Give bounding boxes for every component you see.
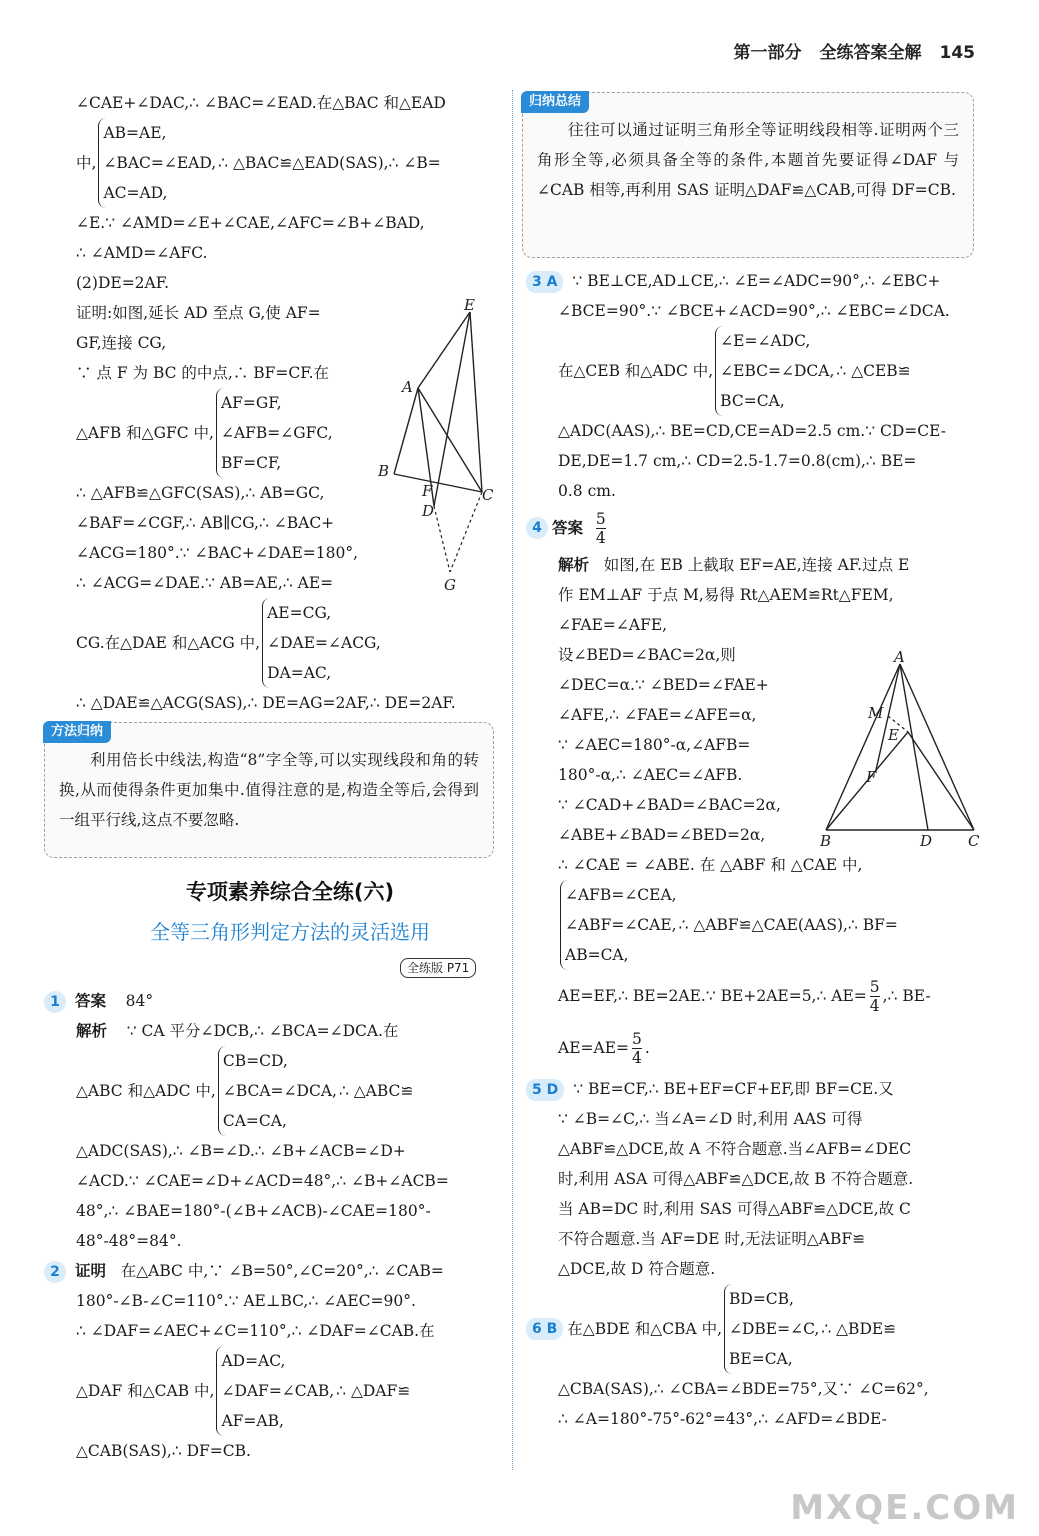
text-line: ∴ ∠ACG=∠DAE.∵ AB=AE,∴ AE= [76,574,334,592]
summary-box [522,92,974,258]
condition-brace [216,388,333,478]
text-line: 不符合题意.当 AF=DE 时,无法证明△ABF≌ [558,1230,866,1248]
denominator: 4 [869,996,880,1015]
condition: CA=CA, [222,1112,287,1130]
text-line: △CAB(SAS),∴ DF=CB. [76,1442,251,1460]
box-text: 利用倍长中线法,构造“8”字全等,可以实现线段和角的转换,从而使得条件更加集中.值得注意的是,构造全等后,会得到一组平行线,这点不要忽略. [59,751,479,829]
text-line: △ADC(SAS),∴ ∠B=∠D.∴ ∠B+∠ACB=∠D+ [76,1142,406,1160]
text-fragment: ∵ BE⊥CE,AD⊥CE,∴ ∠E=∠ADC=90°,∴ ∠EBC+ [572,272,941,290]
box-tag: 方法归纳 [43,721,111,743]
text-line: ∵ ∠B=∠C,∴ 当∠A=∠D 时,利用 AAS 可得 [558,1110,863,1128]
text-line: ∠FAE=∠AFE, [558,616,668,634]
condition: CB=CD, [222,1052,288,1070]
text-line: ∴ ∠CAE = ∠ABE. 在 △ABF 和 △CAE 中, [558,856,863,874]
reference-badge: 全练版 P71 [400,958,476,978]
question-tag: 5 D [526,1079,564,1101]
text-line: 0.8 cm. [558,482,616,500]
condition: DA=AC, [267,664,332,682]
congruence-block [76,598,496,688]
text-fragment: ∵ BE=CF,∴ BE+EF=CF+EF,即 BF=CE.又 [573,1080,894,1098]
question-tag: 3 A [526,271,563,293]
label-e: E [464,296,475,314]
text-line: ∵ ∠CAD+∠BAD=∠BAC=2α, [558,796,781,814]
text-line: ∠AFE,∴ ∠FAE=∠AFE=α, [558,706,757,724]
text-line: DE,DE=1.7 cm,∴ CD=2.5-1.7=0.8(cm),∴ BE= [558,452,917,470]
segment-ea [418,312,470,388]
question-6-block [526,1284,978,1374]
denominator: 4 [632,1048,642,1067]
method-summary-box [44,722,494,858]
section-title: 专项素养综合全练(六) [185,880,395,904]
text-line: ∠ABE+∠BAD=∠BED=2α, [558,826,766,844]
text-line: ∴ ∠A=180°-75°-62°=43°,∴ ∠AFD=∠BDE- [558,1410,887,1428]
text-line: ∵ ∠AEC=180°-α,∠AFB= [558,736,751,754]
geometry-figure-1 [370,296,510,596]
text-fragment: 在△BDE 和△CBA 中, [567,1320,722,1338]
congruence-block [76,118,496,208]
fraction [870,978,880,1015]
text-line: ∴ △DAE≌△ACG(SAS),∴ DE=AG=2AF,∴ DE=2AF. [76,694,456,712]
question-tag: 6 B [526,1318,563,1340]
congruence-block [44,1046,496,1136]
condition-brace [218,1046,337,1136]
text-line [526,550,978,580]
text-line: 180°-α,∴ ∠AEC=∠AFB. [558,766,743,784]
segment-ac [900,664,974,830]
text-fragment: △AFB 和△GFC 中, [76,424,214,442]
page-number: 145 [939,43,975,63]
text-fragment: 中, [76,154,97,172]
label-f: F [866,768,877,786]
left-questions [44,986,496,1466]
page-header [734,38,976,63]
label-a: A [402,378,413,396]
condition: BD=CB, [729,1290,794,1308]
answer-fraction [596,510,606,547]
segment-ad [900,664,928,830]
condition: ∠DAF=∠CAB, [221,1382,335,1400]
text-fragment: ∴ △ABF≌△CAE(AAS),∴ BF= [678,916,898,934]
segment-ec [908,732,974,830]
numerator: 5 [869,977,880,996]
text-line: △ABF≌△DCE,故 A 不符合题意.当∠AFB=∠DEC [558,1140,912,1158]
text-fragment: ∵ CA 平分∠DCB,∴ ∠BCA=∠DCA.在 [126,1022,399,1040]
text-fragment: △ABC 和△ADC 中, [76,1082,216,1100]
condition: AC=AD, [103,184,168,202]
label-c: C [482,486,494,504]
text-line: △DCE,故 D 符合题意. [558,1260,716,1278]
text-line: ∠E.∵ ∠AMD=∠E+∠CAE,∠AFC=∠B+∠BAD, [76,214,425,232]
numerator: 5 [595,509,606,528]
text-line: 180°-∠B-∠C=110°.∵ AE⊥BC,∴ ∠AEC=90°. [76,1292,416,1310]
condition: AE=CG, [267,604,332,622]
text-fragment: ,∴ BE- [882,987,931,1005]
segment-ac [418,388,482,492]
watermark: MXQE.COM [790,1488,1019,1528]
proof-label: 证明 [74,1262,106,1280]
answer-label: 答案 [552,519,584,537]
congruence-block [526,880,978,970]
text-line: 当 AB=DC 时,利用 SAS 可得△ABF≌△DCE,故 C [558,1200,911,1218]
condition: ∠EBC=∠DCA, [720,362,835,380]
question-5-line [526,1074,978,1104]
text-line [526,970,978,1022]
condition-brace [262,598,381,688]
answer-label: 答案 [74,992,106,1010]
box-text: 往往可以通过证明三角形全等证明线段相等.证明两个三角形全等,必须具备全等的条件,本题首先要证得∠DAF 与∠CAB 相等,再利用 SAS 证明△DAF≌△CAB,可得 DF=CB. [537,121,959,199]
text-fragment: AE=EF,∴ BE=2AE.∵ BE+2AE=5,∴ AE= [558,987,867,1005]
text-line: ∠DEC=α.∵ ∠BED=∠FAE+ [558,676,769,694]
column-divider [512,90,513,1470]
label-d: D [920,832,933,848]
label-b: B [378,462,390,480]
text-line: ∴ ∠DAF=∠AEC+∠C=110°,∴ ∠DAF=∠CAB.在 [76,1322,435,1340]
text-fragment: 在△CEB 和△ADC 中, [558,362,714,380]
condition: BE=CA, [729,1350,793,1368]
analysis-label: 解析 [558,556,590,574]
text-line: 时,利用 ASA 可得△ABF≌△DCE,故 B 不符合题意. [558,1170,914,1188]
box-tag: 归纳总结 [521,91,589,113]
label-d: D [422,502,435,520]
condition: ∠ABF=∠CAE, [565,916,677,934]
segment-ab [394,388,418,474]
header-book: 全练答案全解 [819,43,922,63]
denominator: 4 [595,528,606,547]
question-4-answer [526,506,978,550]
text-line: ∠BAF=∠CGF,∴ AB∥CG,∴ ∠BAC+ [76,514,335,532]
analysis-label: 解析 [76,1022,108,1040]
segment-ab [826,664,900,830]
condition: ∠DAE=∠ACG, [267,634,381,652]
text-fragment: △DAF 和△CAB 中, [76,1382,215,1400]
text-line: 48°,∴ ∠BAE=180°-(∠B+∠ACB)-∠CAE=180°- [76,1202,431,1220]
text-fragment: ∴ △BAC≌△EAD(SAS),∴ ∠B= [218,154,441,172]
section-subtitle: 全等三角形判定方法的灵活选用 [150,920,430,944]
label-f: F [422,482,433,500]
text-fragment: ∴ △ABC≌ [338,1082,414,1100]
text-fragment: AE=AE= [558,1039,629,1057]
condition: BF=CF, [220,454,282,472]
condition: ∠BAC=∠EAD, [103,154,217,172]
label-c: C [968,832,980,848]
text-fragment: ∴ △CEB≌ [836,362,911,380]
text-line [44,1016,496,1046]
condition: ∠DBE=∠C, [729,1320,820,1338]
text-fragment: 在△ABC 中,∵ ∠B=50°,∠C=20°,∴ ∠CAB= [120,1262,444,1280]
text-line: 48°-48°=84°. [76,1232,182,1250]
text-line [526,1022,978,1074]
text-line: △ADC(AAS),∴ BE=CD,CE=AD=2.5 cm.∵ CD=CE- [558,422,946,440]
right-column [526,266,978,1434]
text-fragment: ∴ △BDE≌ [821,1320,897,1338]
question-3-line [526,266,978,296]
text-line: ∠ACD.∵ ∠CAE=∠D+∠ACD=48°,∴ ∠B+∠ACB= [76,1172,449,1190]
condition: AF=AB, [221,1412,284,1430]
segment-dg [434,506,450,572]
condition: AB=AE, [103,124,167,142]
text-line: ∵ 点 F 为 BC 的中点,∴ BF=CF.在 [76,364,330,382]
text-line: ∴ ∠AMD=∠AFC. [76,244,208,262]
text-line: ∠CAE+∠DAC,∴ ∠BAC=∠EAD.在△BAC 和△EAD [76,94,446,112]
label-a: A [894,648,905,666]
label-e: E [888,726,899,744]
text-line: 设∠BED=∠BAC=2α,则 [558,646,736,664]
segment-ed [434,312,470,506]
text-line: ∠ACG=180°.∵ ∠BAC+∠DAE=180°, [76,544,359,562]
numerator: 5 [632,1029,642,1048]
condition: ∠E=∠ADC, [720,332,811,350]
text-line: △CBA(SAS),∴ ∠CBA=∠BDE=75°,又∵ ∠C=62°, [558,1380,929,1398]
text-fragment: 如图,在 EB 上截取 EF=AE,连接 AF.过点 E [603,556,910,574]
condition: AD=AC, [221,1352,286,1370]
condition: BC=CA, [720,392,785,410]
text-fragment: . [644,1039,650,1057]
question-number: 1 [44,991,66,1013]
segment-cg [450,492,482,572]
condition: AF=GF, [220,394,282,412]
condition-brace [98,118,216,208]
text-fragment: ∴ △DAF≌ [336,1382,411,1400]
label-b: B [820,832,832,848]
header-part: 第一部分 [733,43,802,63]
text-line: ∠BCE=90°.∵ ∠BCE+∠ACD=90°,∴ ∠EBC=∠DCA. [558,302,950,320]
question-number: 2 [44,1261,66,1283]
condition: ∠AFB=∠GFC, [220,424,333,442]
text-line: (2)DE=2AF. [76,274,170,292]
text-fragment: CG.在△DAE 和△ACG 中, [76,634,261,652]
answer-value: 84° [125,992,154,1010]
label-g: G [444,576,456,594]
text-line: ∴ △AFB≌△GFC(SAS),∴ AB=GC, [76,484,325,502]
text-line: 作 EM⊥AF 于点 M,易得 Rt△AEM≌Rt△FEM, [558,586,894,604]
segment-ec [470,312,482,492]
geometry-figure-2 [816,648,986,848]
question-2-line [44,1256,496,1286]
condition: ∠BCA=∠DCA, [222,1082,337,1100]
label-m: M [868,704,884,722]
text-line: GF,连接 CG, [76,334,167,352]
question-1-answer [44,986,496,1016]
condition: ∠AFB=∠CEA, [565,886,677,904]
congruence-block [526,326,978,416]
congruence-block [44,1346,496,1436]
question-number: 4 [526,517,548,539]
fraction [632,1030,642,1067]
text-line: 证明:如图,延长 AD 至点 G,使 AF= [76,304,321,322]
condition-brace [724,1284,819,1374]
condition: AB=CA, [565,946,629,964]
condition-brace [560,880,677,970]
condition-brace [715,326,834,416]
condition-brace [216,1346,334,1436]
